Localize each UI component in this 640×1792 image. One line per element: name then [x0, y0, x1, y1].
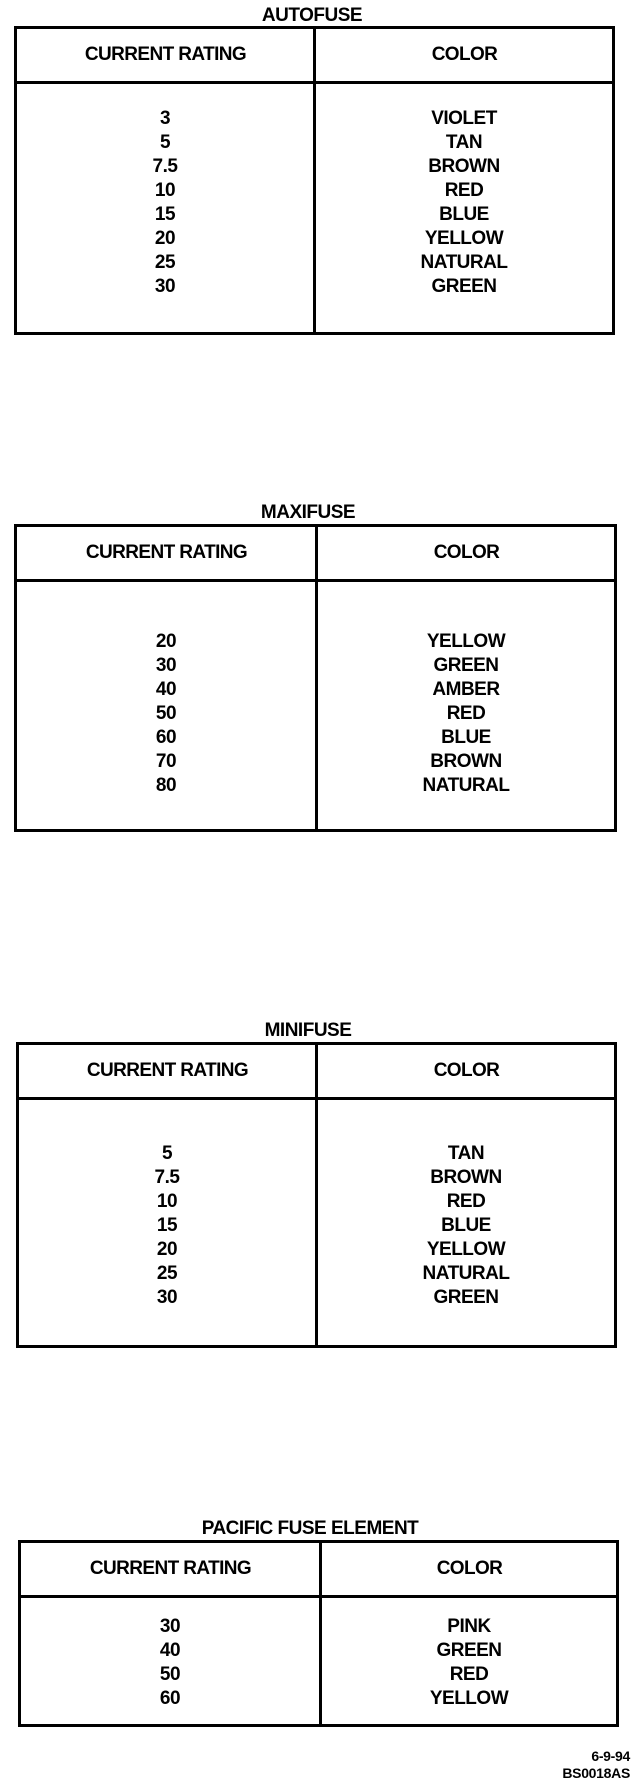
- color-cell: NATURAL: [422, 1263, 510, 1284]
- color-cell: YELLOW: [426, 631, 506, 652]
- rating-cell: 5: [161, 1143, 173, 1164]
- color-cell: TAN: [445, 132, 483, 153]
- rating-cell: 10: [154, 180, 176, 201]
- rating-cell: 30: [156, 1287, 178, 1308]
- rating-cell: 50: [155, 703, 177, 724]
- rating-cell: 10: [156, 1191, 178, 1212]
- header-color: COLOR: [433, 1060, 500, 1081]
- rating-cell: 7.5: [152, 156, 178, 177]
- header-color: COLOR: [436, 1558, 503, 1579]
- color-column: [316, 107, 612, 299]
- color-cell: BROWN: [430, 1167, 502, 1188]
- color-cell: YELLOW: [426, 1239, 506, 1260]
- color-cell: RED: [444, 180, 484, 201]
- rating-cell: 30: [159, 1616, 181, 1637]
- rating-cell: 40: [159, 1640, 181, 1661]
- header-color: COLOR: [431, 44, 498, 65]
- header-current-rating: CURRENT RATING: [89, 1558, 252, 1579]
- color-column: [318, 630, 614, 798]
- rating-cell: 40: [155, 679, 177, 700]
- rating-cell: 80: [155, 775, 177, 796]
- rating-column: [17, 630, 315, 798]
- color-cell: NATURAL: [422, 775, 510, 796]
- rating-cell: 50: [159, 1664, 181, 1685]
- document-figure-code: BS0018AS: [562, 1765, 630, 1781]
- color-cell: GREEN: [431, 276, 497, 297]
- table-title: AUTOFUSE: [261, 5, 363, 26]
- header-current-rating: CURRENT RATING: [85, 542, 248, 563]
- rating-column: [19, 1142, 315, 1310]
- color-cell: BROWN: [428, 156, 500, 177]
- color-column: [322, 1615, 616, 1711]
- color-cell: YELLOW: [424, 228, 504, 249]
- minifuse-table: [16, 1042, 617, 1348]
- rating-cell: 70: [155, 751, 177, 772]
- rating-cell: 30: [155, 655, 177, 676]
- color-cell: GREEN: [433, 655, 499, 676]
- header-current-rating: CURRENT RATING: [86, 1060, 249, 1081]
- rating-cell: 20: [154, 228, 176, 249]
- color-cell: RED: [446, 703, 486, 724]
- rating-column: [21, 1615, 319, 1711]
- color-cell: YELLOW: [429, 1688, 509, 1709]
- rating-cell: 60: [155, 727, 177, 748]
- color-cell: AMBER: [432, 679, 500, 700]
- color-cell: BROWN: [430, 751, 502, 772]
- rating-cell: 60: [159, 1688, 181, 1709]
- maxifuse-table: [14, 524, 617, 832]
- rating-cell: 3: [159, 108, 171, 129]
- header-current-rating: CURRENT RATING: [84, 44, 247, 65]
- color-cell: RED: [446, 1191, 486, 1212]
- rating-cell: 20: [156, 1239, 178, 1260]
- rating-cell: 25: [156, 1263, 178, 1284]
- rating-column: [17, 107, 313, 299]
- rating-cell: 7.5: [154, 1167, 180, 1188]
- rating-cell: 5: [159, 132, 171, 153]
- color-cell: TAN: [447, 1143, 485, 1164]
- autofuse-table: [14, 26, 615, 335]
- color-cell: GREEN: [436, 1640, 502, 1661]
- color-cell: GREEN: [433, 1287, 499, 1308]
- document-date: 6-9-94: [591, 1748, 630, 1764]
- rating-cell: 20: [155, 631, 177, 652]
- table-title: PACIFIC FUSE ELEMENT: [201, 1518, 419, 1539]
- color-cell: NATURAL: [420, 252, 508, 273]
- color-cell: PINK: [447, 1616, 491, 1637]
- color-column: [318, 1142, 614, 1310]
- color-cell: BLUE: [441, 1215, 491, 1236]
- document-code: [562, 1748, 630, 1782]
- rating-cell: 15: [156, 1215, 178, 1236]
- header-color: COLOR: [433, 542, 500, 563]
- color-cell: BLUE: [441, 727, 491, 748]
- rating-cell: 25: [154, 252, 176, 273]
- rating-cell: 30: [154, 276, 176, 297]
- pacific-fuse-element-table: [18, 1540, 619, 1727]
- rating-cell: 15: [154, 204, 176, 225]
- color-cell: BLUE: [439, 204, 489, 225]
- color-cell: VIOLET: [431, 108, 497, 129]
- table-title: MINIFUSE: [264, 1020, 352, 1041]
- table-title: MAXIFUSE: [260, 502, 356, 523]
- color-cell: RED: [449, 1664, 489, 1685]
